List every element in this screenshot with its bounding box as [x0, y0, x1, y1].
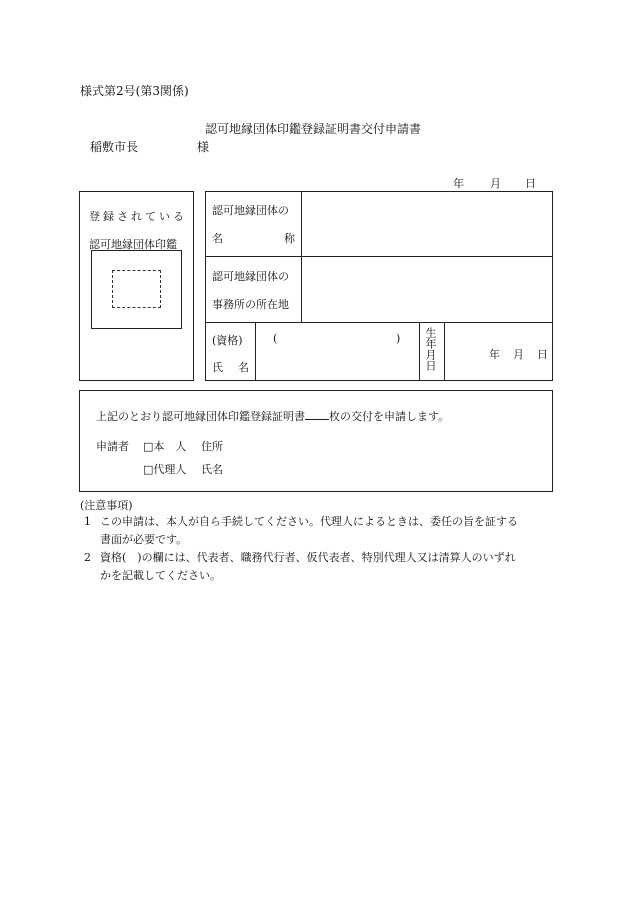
- seal-box-label-1: 登録されている: [89, 210, 187, 223]
- date-day-label: 日: [525, 177, 536, 190]
- address-label: 住所: [201, 440, 223, 453]
- association-name-input[interactable]: [306, 196, 548, 252]
- addressee: 稲敷市長: [90, 140, 139, 154]
- birth-day-label: 日: [537, 348, 548, 361]
- note-text-line: この申請は、本人が自ら手続してください。代理人によるときは、委任の旨を証する: [100, 515, 518, 528]
- applicant-address-input[interactable]: [228, 434, 546, 454]
- representative-name-label-b: 名: [238, 361, 249, 374]
- office-address-label-2: 事務所の所在地: [212, 298, 289, 311]
- representative-name-input[interactable]: [260, 352, 414, 376]
- note-number: 2: [84, 551, 91, 564]
- copies-input[interactable]: [305, 409, 329, 420]
- office-address-label-1: 認可地縁団体の: [212, 270, 289, 283]
- note-text-line: かを記載してください。: [100, 569, 221, 582]
- office-address-input[interactable]: [306, 261, 548, 317]
- note-number: 1: [84, 515, 91, 528]
- date-year-label: 年: [453, 177, 464, 190]
- note-text-line: 書面が必要です。: [100, 533, 188, 546]
- birth-year-label: 年: [489, 348, 500, 361]
- agent-checkbox[interactable]: □代理人: [143, 463, 187, 476]
- note-item-2: [84, 549, 554, 585]
- request-text-before: 上記のとおり認可地縁団体印鑑登録証明書: [96, 410, 305, 423]
- request-statement: [96, 408, 449, 424]
- applicant-name-input[interactable]: [228, 457, 546, 477]
- qualification-label: (資格): [212, 334, 243, 347]
- honorific: 様: [197, 140, 210, 154]
- seal-box-label-2: 認可地縁団体印鑑: [89, 238, 177, 251]
- birth-month-label: 月: [513, 348, 524, 361]
- name-label: 氏名: [201, 463, 223, 476]
- association-name-label-1: 認可地縁団体の: [212, 204, 289, 217]
- qualification-paren-close: ): [396, 332, 401, 345]
- applicant-label: 申請者: [96, 440, 129, 453]
- request-text-after: 枚の交付を申請します。: [329, 410, 450, 423]
- birth-date-label: 生年月日: [424, 327, 437, 371]
- date-month-label: 月: [490, 177, 501, 190]
- association-name-label-2b: 称: [284, 232, 295, 245]
- association-name-label-2a: 名: [212, 232, 223, 245]
- self-checkbox[interactable]: □本 人: [143, 440, 187, 453]
- form-title: 認可地縁団体印鑑登録証明書交付申請書: [205, 122, 422, 136]
- seal-placement-guide: [112, 270, 161, 308]
- form-number: 様式第2号(第3関係): [80, 84, 189, 98]
- note-text-line: 資格( )の欄には、代表者、職務代行者、仮代表者、特別代理人又は清算人のいずれ: [100, 551, 516, 564]
- qualification-paren-open: (: [273, 332, 278, 345]
- notes-heading: (注意事項): [80, 499, 133, 512]
- qualification-input[interactable]: [282, 328, 390, 348]
- representative-name-label-a: 氏: [212, 361, 223, 374]
- note-item-1: [84, 513, 554, 549]
